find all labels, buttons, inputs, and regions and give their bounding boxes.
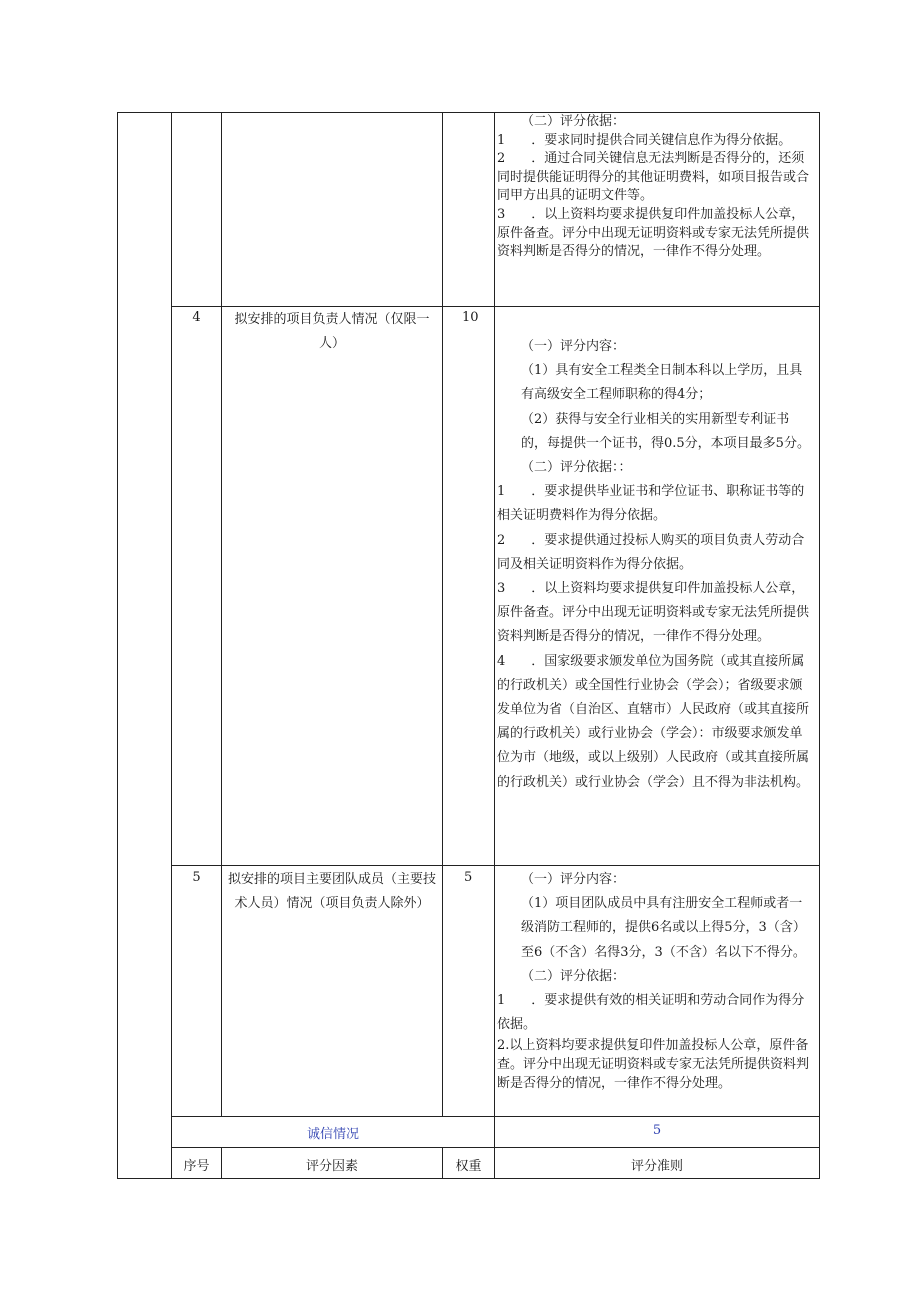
header-weight: 权重 xyxy=(455,1159,482,1174)
criteria-line: （2）获得与安全行业相关的实用新型专利证书的，每提供一个证书，得0.5分，本项目最多5分。 xyxy=(521,411,810,451)
criteria-line: 1 ．要求提供有效的相关证明和劳动合同作为得分依据。 xyxy=(497,993,805,1033)
row5-factor: 拟安排的项目主要团队成员（主要技术人员）情况（项目负责人除外） xyxy=(227,872,436,912)
col-line-4 xyxy=(494,112,495,1179)
criteria-line: 4 ．国家级要求颁发单位为国务院（或其直接所属的行政机关）或全国性行业协会（学会）；省级要求颁发单位为省（自治区、直辖市）人民政府（或其直接所属的行政机关）或行业协会（学会）：市级要求颁发单位为市（地级，或以上级别）人民政府（或其直接所属的行政机关）或行业协会（学会）且不得为非法机构。 xyxy=(497,653,810,790)
col-line-3 xyxy=(442,112,443,1116)
criteria-line: （一）评分内容： xyxy=(521,872,626,887)
row-line-4 xyxy=(171,1147,820,1148)
header-factor: 评分因素 xyxy=(305,1159,358,1174)
criteria-line: 3 ．以上资料均要求提供复印件加盖投标人公章，原件备查。评分中出现无证明资料或专家无法凭所提供资料判断是否得分的情况，一律作不得分处理。 xyxy=(497,206,810,260)
col-line-1 xyxy=(171,112,172,1179)
row4-seq: 4 xyxy=(192,310,201,325)
criteria-line: 1 ．要求提供毕业证书和学位证书、职称证书等的相关证明费料作为得分依据。 xyxy=(497,484,805,524)
row5-seq: 5 xyxy=(192,870,201,885)
criteria-line: 3 ．以上资料均要求提供复印件加盖投标人公章，原件备查。评分中出现无证明资料或专家无法凭所提供资料判断是否得分的情况，一律作不得分处理。 xyxy=(497,581,810,645)
header-seq: 序号 xyxy=(183,1159,210,1174)
criteria-line: 2.以上资料均要求提供复印件加盖投标人公章，原件备查。评分中出现无证明资料或专家无法凭所提供资料判断是否得分的情况，一律作不得分处理。 xyxy=(497,1038,810,1091)
row-line-2 xyxy=(171,865,820,866)
criteria-line: 1 ．要求同时提供合同关键信息作为得分依据。 xyxy=(497,132,792,148)
row-top-criteria xyxy=(497,113,811,306)
row4-weight: 10 xyxy=(462,310,479,325)
table-border-left xyxy=(117,112,118,1179)
criteria-line: （二）评分依据：： xyxy=(521,460,632,476)
section-score: 5 xyxy=(652,1123,662,1138)
row4-criteria xyxy=(497,335,811,795)
row-line-1 xyxy=(171,306,820,307)
criteria-line: （1）具有安全工程类全日制本科以上学历，且具有高级安全工程师职称的得4分； xyxy=(521,363,803,403)
row5-criteria xyxy=(497,868,811,1093)
row5-weight: 5 xyxy=(464,870,473,885)
row4-factor: 拟安排的项目负责人情况（仅限一人） xyxy=(234,312,430,352)
header-criteria: 评分准则 xyxy=(630,1159,683,1174)
criteria-line: （二）评分依据： xyxy=(521,968,626,984)
criteria-line: 2 ．通过合同关键信息无法判断是否得分的，还须同时提供能证明得分的其他证明费料，如项目报告或合同甲方出具的证明文件等。 xyxy=(497,151,810,204)
col-line-2 xyxy=(221,112,222,1116)
criteria-line: 2 ．要求提供通过投标人购买的项目负责人劳动合同及相关证明资料作为得分依据。 xyxy=(497,532,805,572)
table-border-right xyxy=(819,112,820,1179)
criteria-line: （一）评分内容： xyxy=(521,339,626,354)
criteria-line: （1）项目团队成员中具有注册安全工程师或者一级消防工程师的，提供6名或以上得5分，3（含）至6（不含）名得3分，3（不含）名以下不得分。 xyxy=(521,896,806,960)
criteria-line: （二）评分依据： xyxy=(521,114,626,129)
table-border-bottom xyxy=(117,1178,820,1179)
section-label: 诚信情况 xyxy=(306,1127,359,1142)
row-line-3 xyxy=(171,1116,820,1117)
